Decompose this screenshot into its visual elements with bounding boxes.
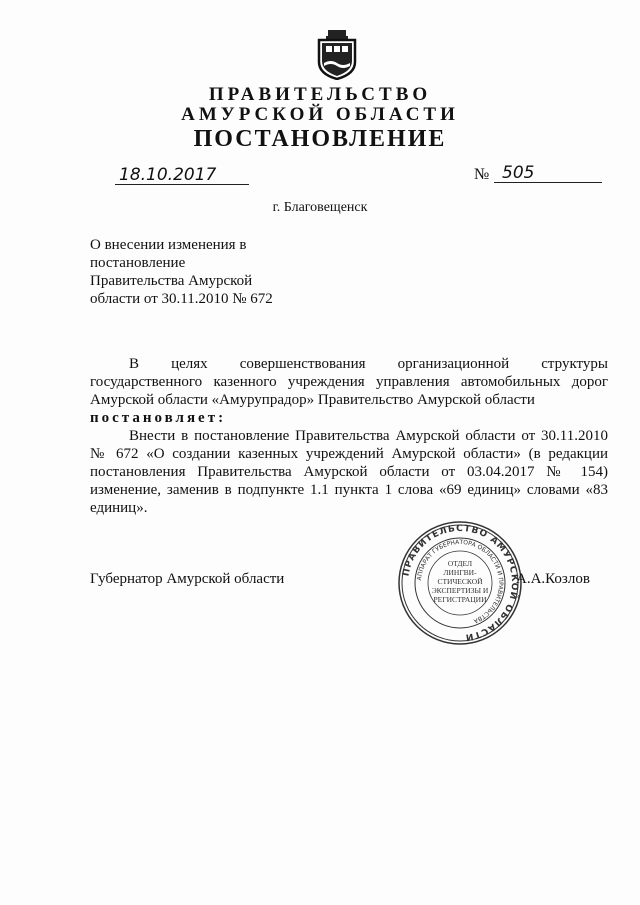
body-paragraph: В целях совершенствования организационной структуры государственного казенного учреждения управления автомобильных дорог Амурской области «Амурупрадор» Правительство Амурской области bbox=[90, 356, 608, 408]
document-type: ПОСТАНОВЛЕНИЕ bbox=[193, 126, 447, 152]
document-body bbox=[90, 355, 608, 517]
subject-line: О внесении изменения в bbox=[90, 237, 247, 253]
stamp-center-line: ЭКСПЕРТИЗЫ И bbox=[431, 586, 489, 595]
stamp-center-line: ЛИНГВИ- bbox=[443, 568, 477, 577]
subject-line: Правительства Амурской bbox=[90, 273, 253, 289]
body-paragraph: Внести в постановление Правительства Амурской области от 30.11.2010 № 672 «О создании казенных учреждений Амурской области» (в редакции постановления Правительства Амурской области от 03.04.2017 № 154) изменение, заменив в подпункте 1.1 пункта 1 слова «69 единиц» словами «83 единиц». bbox=[90, 428, 608, 516]
resolves-word: постановляет: bbox=[90, 410, 227, 426]
signer-title: Губернатор Амурской области bbox=[90, 571, 285, 587]
number-label: № bbox=[474, 166, 490, 183]
city: г. Благовещенск bbox=[272, 200, 368, 215]
signer-name: А.А.Козлов bbox=[516, 571, 590, 587]
organization-region: АМУРСКОЙ ОБЛАСТИ bbox=[181, 104, 459, 125]
stamp-ring-text: АППАРАТ ГУБЕРНАТОРА ОБЛАСТИ И ПРАВИТЕЛЬСТВА bbox=[416, 538, 505, 625]
stamp-center-line: СТИЧЕСКОЙ bbox=[437, 577, 483, 586]
organization-name: ПРАВИТЕЛЬСТВО bbox=[208, 84, 432, 105]
subject-line: области от 30.11.2010 № 672 bbox=[90, 291, 273, 307]
official-stamp bbox=[397, 520, 523, 646]
document-subject bbox=[90, 236, 310, 308]
document-date: 18.10.2017 bbox=[115, 166, 249, 185]
coat-of-arms-icon bbox=[315, 28, 359, 80]
stamp-center-line: РЕГИСТРАЦИИ bbox=[433, 595, 487, 604]
stamp-outer-text: ПРАВИТЕЛЬСТВО АМУРСКОЙ ОБЛАСТИ bbox=[401, 523, 520, 642]
document-number: 505 bbox=[494, 164, 602, 183]
subject-line: постановление bbox=[90, 255, 186, 271]
stamp-center-line: ОТДЕЛ bbox=[447, 559, 473, 568]
